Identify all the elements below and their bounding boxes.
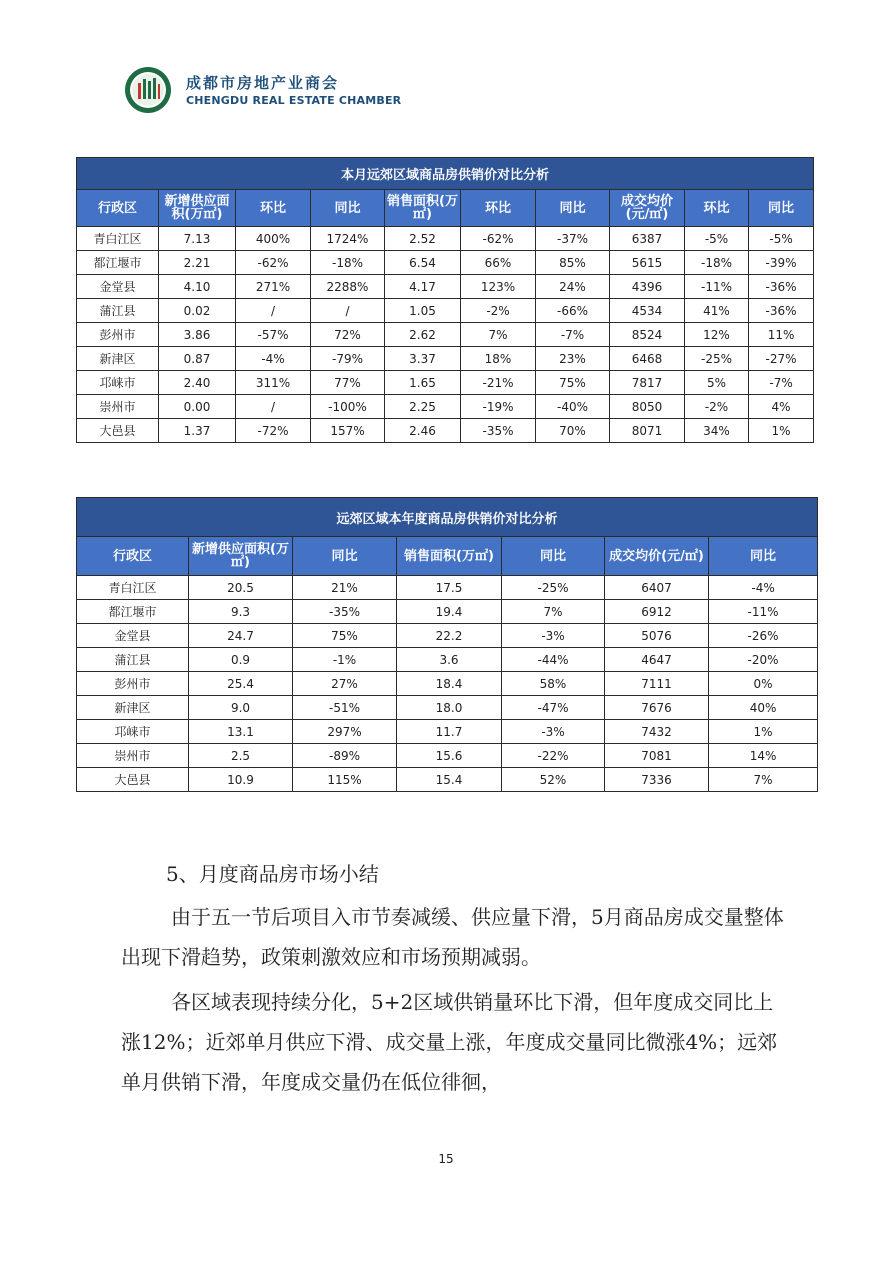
data-cell: 123% [461,275,536,299]
table-row [77,672,818,696]
district-cell: 蒲江县 [77,299,159,323]
data-cell: 0.02 [159,299,236,323]
data-cell: 1.37 [159,419,236,443]
data-cell: -11% [709,600,818,624]
district-cell: 青白江区 [77,227,159,251]
table-row [77,576,818,600]
data-cell: 58% [502,672,605,696]
data-cell: 18.0 [397,696,502,720]
data-cell: 1.65 [385,371,461,395]
data-cell: 9.0 [189,696,293,720]
district-cell: 新津区 [77,347,159,371]
data-cell: 41% [685,299,749,323]
data-cell: 4% [749,395,814,419]
data-cell: 115% [293,768,397,792]
table-row [77,419,814,443]
data-cell: 21% [293,576,397,600]
data-cell: 24% [536,275,610,299]
table-row [77,395,814,419]
column-header: 环比 [685,190,749,227]
data-cell: 15.4 [397,768,502,792]
data-cell: -3% [502,624,605,648]
data-cell: -25% [502,576,605,600]
data-cell: 0% [709,672,818,696]
column-header: 行政区 [77,537,189,576]
data-cell: 4.10 [159,275,236,299]
data-cell: 7432 [605,720,709,744]
table-row [77,227,814,251]
district-cell: 邛崃市 [77,720,189,744]
data-cell: 13.1 [189,720,293,744]
data-cell: / [236,299,311,323]
data-cell: 12% [685,323,749,347]
table-row [77,347,814,371]
data-cell: 34% [685,419,749,443]
data-cell: -19% [461,395,536,419]
data-cell: 66% [461,251,536,275]
data-cell: -1% [293,648,397,672]
data-cell: 1% [749,419,814,443]
data-cell: -7% [536,323,610,347]
data-cell: -3% [502,720,605,744]
data-cell: -20% [709,648,818,672]
table-row [77,323,814,347]
data-cell: 4.17 [385,275,461,299]
data-cell: -2% [461,299,536,323]
data-cell: -11% [685,275,749,299]
data-cell: -40% [536,395,610,419]
data-cell: 1% [709,720,818,744]
table-row [77,600,818,624]
column-header: 同比 [536,190,610,227]
data-cell: 0.00 [159,395,236,419]
data-cell: 9.3 [189,600,293,624]
data-cell: 18% [461,347,536,371]
column-header: 同比 [293,537,397,576]
district-cell: 青白江区 [77,576,189,600]
data-cell: -100% [311,395,385,419]
data-cell: 7% [461,323,536,347]
data-cell: 17.5 [397,576,502,600]
data-cell: -7% [749,371,814,395]
data-cell: -79% [311,347,385,371]
column-header: 同比 [311,190,385,227]
data-cell: -25% [685,347,749,371]
data-cell: 1724% [311,227,385,251]
section-title: 5、月度商品房市场小结 [166,862,379,886]
data-cell: 6407 [605,576,709,600]
district-cell: 都江堰市 [77,251,159,275]
data-cell: 3.86 [159,323,236,347]
table-row [77,648,818,672]
table-row [77,299,814,323]
data-cell: 1.05 [385,299,461,323]
data-cell: -62% [461,227,536,251]
column-header: 行政区 [77,190,159,227]
data-cell: -4% [236,347,311,371]
paragraph-text: 由于五一节后项目入市节奏减缓、供应量下滑，5月商品房成交量整体出现下滑趋势，政策刺激效应和市场预期减弱。 [121,905,784,969]
column-header: 同比 [502,537,605,576]
table-title: 本月远郊区域商品房供销价对比分析 [77,158,814,190]
data-cell: 27% [293,672,397,696]
data-cell: 2.5 [189,744,293,768]
data-cell: 5615 [610,251,685,275]
data-cell: / [236,395,311,419]
data-cell: -66% [536,299,610,323]
data-cell: 19.4 [397,600,502,624]
data-cell: 7111 [605,672,709,696]
column-header: 销售面积(万㎡) [397,537,502,576]
data-cell: 400% [236,227,311,251]
table-row [77,720,818,744]
data-cell: 8050 [610,395,685,419]
data-cell: 2.40 [159,371,236,395]
data-cell: -39% [749,251,814,275]
data-cell: 11.7 [397,720,502,744]
district-cell: 金堂县 [77,624,189,648]
data-cell: -18% [685,251,749,275]
data-cell: 0.87 [159,347,236,371]
org-name-en: CHENGDU REAL ESTATE CHAMBER [186,94,402,107]
data-cell: 10.9 [189,768,293,792]
data-cell: -22% [502,744,605,768]
table-row [77,275,814,299]
data-cell: -35% [461,419,536,443]
table-row [77,744,818,768]
district-cell: 新津区 [77,696,189,720]
data-cell: 6387 [610,227,685,251]
data-cell: 3.6 [397,648,502,672]
data-cell: -5% [685,227,749,251]
data-cell: 2288% [311,275,385,299]
data-cell: -2% [685,395,749,419]
data-cell: 3.37 [385,347,461,371]
data-cell: 4396 [610,275,685,299]
data-cell: -5% [749,227,814,251]
data-cell: 4534 [610,299,685,323]
data-cell: 8071 [610,419,685,443]
data-cell: 7817 [610,371,685,395]
data-cell: 25.4 [189,672,293,696]
district-cell: 金堂县 [77,275,159,299]
district-cell: 崇州市 [77,395,159,419]
table-row [77,371,814,395]
data-cell: 8524 [610,323,685,347]
data-cell: 7% [709,768,818,792]
data-cell: -35% [293,600,397,624]
data-cell: 72% [311,323,385,347]
data-cell: 7.13 [159,227,236,251]
data-cell: 24.7 [189,624,293,648]
data-cell: / [311,299,385,323]
table-title: 远郊区域本年度商品房供销价对比分析 [77,498,818,537]
data-cell: -51% [293,696,397,720]
table-row [77,768,818,792]
data-cell: 22.2 [397,624,502,648]
district-cell: 彭州市 [77,323,159,347]
data-cell: -89% [293,744,397,768]
data-cell: 40% [709,696,818,720]
column-header: 销售面积(万㎡) [385,190,461,227]
summary-paragraph [121,982,791,1102]
data-cell: -36% [749,299,814,323]
data-cell: -36% [749,275,814,299]
summary-paragraph [121,897,791,977]
data-cell: 4647 [605,648,709,672]
data-cell: 6468 [610,347,685,371]
data-cell: 6912 [605,600,709,624]
district-cell: 崇州市 [77,744,189,768]
data-cell: -4% [709,576,818,600]
district-cell: 蒲江县 [77,648,189,672]
data-cell: 2.21 [159,251,236,275]
data-cell: 7676 [605,696,709,720]
data-cell: -47% [502,696,605,720]
data-cell: -26% [709,624,818,648]
data-cell: 85% [536,251,610,275]
data-cell: 297% [293,720,397,744]
data-cell: 271% [236,275,311,299]
data-cell: 2.62 [385,323,461,347]
district-cell: 邛崃市 [77,371,159,395]
data-cell: 14% [709,744,818,768]
data-cell: 52% [502,768,605,792]
data-cell: -72% [236,419,311,443]
data-cell: 70% [536,419,610,443]
data-cell: 7081 [605,744,709,768]
page-number: 15 [438,1152,454,1166]
data-cell: -21% [461,371,536,395]
data-cell: 0.9 [189,648,293,672]
data-cell: 7336 [605,768,709,792]
org-name-cn: 成都市房地产业商会 [186,74,340,92]
data-cell: 2.25 [385,395,461,419]
column-header: 成交均价(元/㎡) [610,190,685,227]
data-cell: 311% [236,371,311,395]
table-row [77,251,814,275]
data-cell: 75% [293,624,397,648]
data-cell: -44% [502,648,605,672]
data-cell: 5% [685,371,749,395]
data-cell: -27% [749,347,814,371]
column-header: 新增供应面积(万㎡) [159,190,236,227]
chamber-logo-icon [124,66,172,114]
data-cell: 6.54 [385,251,461,275]
data-cell: -57% [236,323,311,347]
paragraph-text: 各区域表现持续分化，5+2区域供销量环比下滑，但年度成交同比上涨12%；近郊单月供应下滑、成交量上涨，年度成交量同比微涨4%；远郊单月供销下滑，年度成交量仍在低位徘徊， [121,990,778,1094]
data-cell: 2.52 [385,227,461,251]
data-cell: -37% [536,227,610,251]
annual-outer-suburb-table [76,497,818,792]
column-header: 新增供应面积(万㎡) [189,537,293,576]
column-header: 环比 [236,190,311,227]
data-cell: 23% [536,347,610,371]
table-row [77,696,818,720]
data-cell: 11% [749,323,814,347]
column-header: 环比 [461,190,536,227]
data-cell: 75% [536,371,610,395]
data-cell: 5076 [605,624,709,648]
data-cell: -62% [236,251,311,275]
data-cell: -18% [311,251,385,275]
district-cell: 大邑县 [77,419,159,443]
data-cell: 157% [311,419,385,443]
district-cell: 都江堰市 [77,600,189,624]
data-cell: 77% [311,371,385,395]
data-cell: 7% [502,600,605,624]
data-cell: 20.5 [189,576,293,600]
data-cell: 15.6 [397,744,502,768]
district-cell: 彭州市 [77,672,189,696]
monthly-outer-suburb-table [76,157,814,443]
table-row [77,624,818,648]
data-cell: 2.46 [385,419,461,443]
column-header: 同比 [709,537,818,576]
column-header: 成交均价(元/㎡) [605,537,709,576]
district-cell: 大邑县 [77,768,189,792]
data-cell: 18.4 [397,672,502,696]
column-header: 同比 [749,190,814,227]
